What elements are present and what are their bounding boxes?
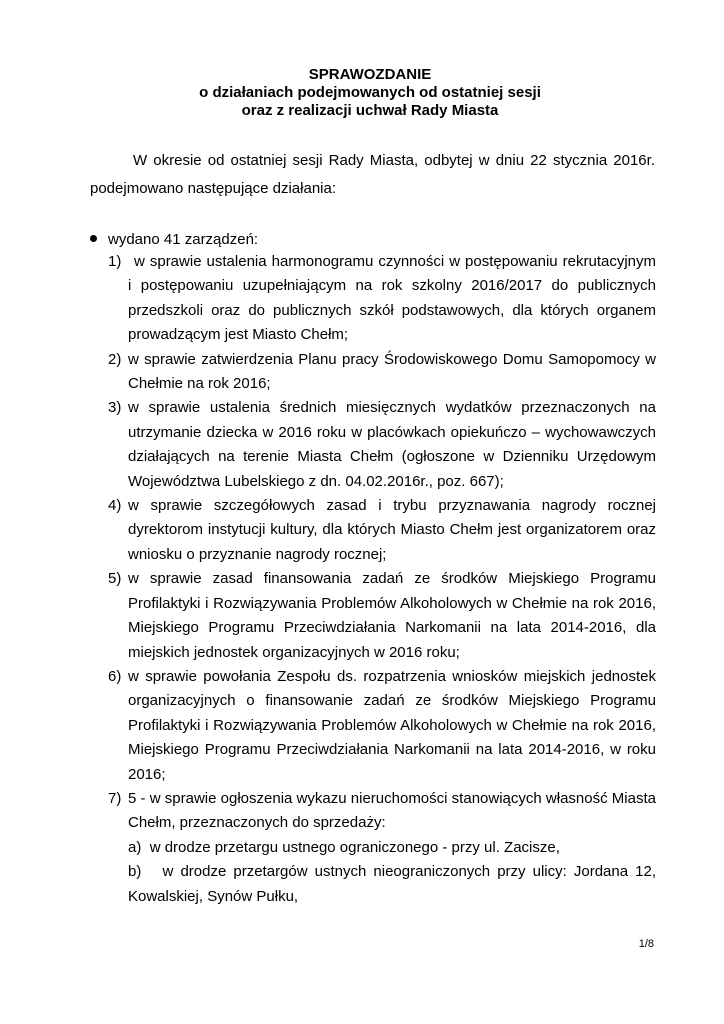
list-item (108, 348, 656, 397)
list-item (108, 665, 656, 787)
item-text: w sprawie powołania Zespołu ds. rozpatrzenia wniosków miejskich jednostek organizacyjnych o finansowanie zadań ze środków Miejskiego Programu Profilaktyki i Rozwiązywania Problemów Alkoholowych w Chełmie na rok 2016, Miejskiego Programu Przeciwdziałania Narkomanii na lata 2014-2016, w roku 2016; (128, 667, 656, 783)
sub-item-text: w drodze przetargu ustnego ograniczonego - przy ul. Zacisze, (149, 838, 560, 856)
sub-item-label: a) (128, 838, 142, 856)
item-number: 2) (108, 350, 122, 368)
item-text: 5 - w sprawie ogłoszenia wykazu nieruchomości stanowiących własność Miasta Chełm, przeznaczonych do sprzedaży: (128, 789, 656, 832)
item-text: w sprawie szczegółowych zasad i trybu przyznawania nagrody rocznej dyrektorom instytucji kultury, dla których Miasto Chełm jest organizatorem oraz wniosku o przyznanie nagrody rocznej; (128, 497, 656, 563)
item-text: w sprawie zasad finansowania zadań ze środków Miejskiego Programu Profilaktyki i Rozwiązywania Problemów Alkoholowych w Chełmie na rok 2016, Miejskiego Programu Przeciwdziałania Narkomanii na lata 2014-2016, dla miejskich jednostek organizacyjnych w 2016 roku; (128, 570, 656, 661)
item-number: 3) (108, 399, 122, 417)
title-line-1: SPRAWOZDANIE (308, 66, 432, 83)
bullet-item (90, 228, 258, 252)
list-item (108, 787, 656, 909)
item-number: 7) (108, 789, 122, 807)
page-number: 1/8 (638, 938, 654, 950)
item-text: w sprawie ustalenia harmonogramu czynności w postępowaniu rekrutacyjnym i postępowaniu uzupełniającym na rok szkolny 2016/2017 do publicznych przedszkoli oraz do publicznych szkół podstawowych, dla których organem prowadzącym jest Miasto Chełm; (128, 253, 656, 344)
intro-paragraph (90, 147, 655, 203)
intro-line-2: podejmowano następujące działania: (90, 180, 337, 197)
list-item (108, 396, 656, 494)
sub-item-b (128, 860, 656, 909)
item-text: w sprawie ustalenia średnich miesięcznych wydatków przeznaczonych na utrzymanie dziecka w 2016 roku w placówkach opiekuńczo – wychowawczych działających na terenie Miasta Chełm (ogłoszone w Dzienniku Urzędowym Województwa Lubelskiego z dn. 04.02.2016r., poz. 667); (128, 399, 656, 490)
sub-item-a (128, 836, 656, 860)
list-item (108, 567, 656, 665)
list-item (108, 250, 656, 348)
item-number: 6) (108, 667, 122, 685)
item-number: 1) (108, 253, 122, 270)
item-number: 4) (108, 497, 122, 515)
bullet-text: wydano 41 zarządzeń: (108, 231, 259, 248)
list-item (108, 494, 656, 567)
item-number: 5) (108, 570, 122, 588)
intro-line-1: W okresie od ostatniej sesji Rady Miasta, odbytej w dniu 22 stycznia 2016r. (133, 152, 655, 169)
sub-item-text: w drodze przetargów ustnych nieograniczonych przy ulicy: Jordana 12, Kowalskiej, Synów Pułku, (128, 863, 656, 905)
bullet-icon (90, 235, 97, 242)
ordinance-list (108, 250, 656, 909)
report-title (0, 66, 724, 120)
title-line-3: oraz z realizacji uchwał Rady Miasta (241, 102, 499, 119)
title-line-2: o działaniach podejmowanych od ostatniej sesji (199, 84, 541, 101)
sub-item-label: b) (128, 863, 142, 881)
item-text: w sprawie zatwierdzenia Planu pracy Środowiskowego Domu Samopomocy w Chełmie na rok 2016; (128, 350, 656, 393)
